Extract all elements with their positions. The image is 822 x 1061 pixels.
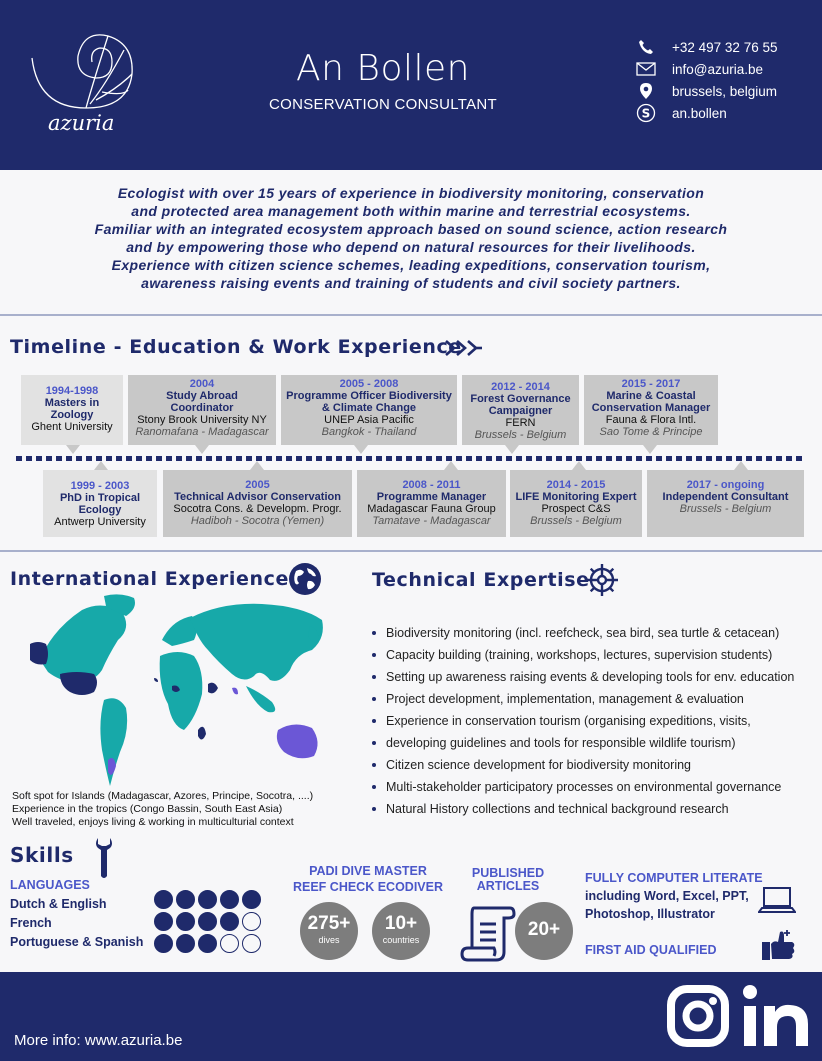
contact-skype[interactable]: [634, 104, 727, 122]
laptop-icon: [758, 886, 796, 921]
language-rating: [154, 912, 261, 931]
timeline-location: Tamatave - Madagascar: [372, 515, 491, 527]
timeline-year: 2017 - ongoing: [686, 479, 765, 491]
timeline-pointer: [250, 461, 264, 470]
timeline-pointer: [66, 445, 80, 454]
timeline-year: 2004: [189, 378, 215, 390]
language-rating: [154, 934, 261, 953]
header: [0, 0, 822, 170]
summary-line: Experience with citizen science schemes, leading expeditions, conservation tourism,: [111, 257, 711, 273]
timeline-location: Brussels - Belgium: [679, 503, 772, 515]
technical-title: Technical Expertise: [372, 569, 590, 591]
timeline-axis: [16, 456, 806, 461]
divider: [0, 314, 822, 316]
articles-badge: [515, 902, 573, 960]
timeline-org: Fauna & Flora Intl.: [605, 414, 697, 426]
language-rating: [154, 890, 261, 909]
timeline-location: Bangkok - Thailand: [321, 426, 417, 438]
timeline-pointer: [94, 461, 108, 470]
timeline-org: Antwerp University: [54, 516, 146, 528]
summary-line: awareness raising events and training of students and civil society partners.: [141, 275, 681, 291]
timeline-pointer: [505, 445, 519, 454]
timeline-role: Forest Governance Campaigner: [470, 393, 571, 417]
timeline-org: Socotra Cons. & Developm. Progr.: [173, 503, 342, 515]
first-aid-label: FIRST AID QUALIFIED: [585, 943, 717, 957]
contact-skype-text: an.bollen: [672, 105, 727, 121]
timeline-location: Sao Tome & Principe: [599, 426, 703, 438]
list-item: Setting up awareness raising events & developing tools for env. education: [372, 666, 812, 688]
languages-label: LANGUAGES: [10, 878, 90, 892]
timeline-entry: [357, 470, 506, 537]
person-role: CONSERVATION CONSULTANT: [268, 96, 498, 113]
list-item: Natural History collections and technical background research: [372, 798, 812, 820]
timeline-role: Technical Advisor Conservation: [174, 491, 341, 503]
language-name: Dutch & English: [10, 897, 107, 911]
contact-phone-text: +32 497 32 76 55: [672, 39, 778, 55]
timeline-org: Prospect C&S: [541, 503, 611, 515]
logo-text: azuria: [48, 111, 115, 135]
rating-dot-filled: [154, 890, 173, 909]
dives-unit: dives: [318, 935, 340, 945]
timeline-pointer: [643, 445, 657, 454]
timeline-role: Study Abroad Coordinator: [166, 390, 238, 414]
rating-dot-empty: [242, 912, 261, 931]
timeline-location: Hadiboh - Socotra (Yemen): [190, 515, 325, 527]
timeline-role: Marine & Coastal Conservation Manager: [591, 390, 711, 414]
divider: [0, 550, 822, 552]
scroll-icon: [460, 904, 516, 967]
timeline-entry: [128, 375, 276, 445]
timeline-location: Brussels - Belgium: [530, 515, 622, 527]
language-name: French: [10, 916, 52, 930]
summary-line: Familiar with an integrated ecosystem approach based on sound science, action research: [94, 221, 728, 237]
first-aid-hand-icon: [760, 928, 796, 967]
computer-detail: Photoshop, Illustrator: [585, 907, 715, 921]
rating-dot-filled: [198, 934, 217, 953]
phone-icon: [634, 38, 658, 56]
timeline-pointer: [572, 461, 586, 470]
timeline-org: Madagascar Fauna Group: [367, 503, 496, 515]
footer: [0, 972, 822, 1061]
list-item: Biodiversity monitoring (incl. reefcheck, sea bird, sea turtle & cetacean): [372, 622, 812, 644]
timeline-location: Brussels - Belgium: [474, 429, 567, 441]
map-note: Well traveled, enjoys living & working in multiculturial context: [12, 816, 294, 828]
timeline-org: UNEP Asia Pacific: [324, 414, 414, 426]
rating-dot-filled: [176, 912, 195, 931]
more-info-link[interactable]: More info: www.azuria.be: [14, 1032, 183, 1049]
countries-value: 10+: [384, 913, 418, 934]
published-label: ARTICLES: [476, 879, 540, 893]
dive-label: PADI DIVE MASTER: [309, 864, 427, 878]
timeline-pointer: [734, 461, 748, 470]
timeline-entry: [21, 375, 123, 445]
world-map: [22, 590, 332, 790]
timeline-role: Masters in Zoology: [44, 397, 100, 421]
dives-value: 275+: [307, 913, 351, 934]
timeline-org: Stony Brook University NY: [137, 414, 267, 426]
rating-dot-filled: [220, 912, 239, 931]
profile-summary: [30, 184, 792, 292]
rating-dot-filled: [176, 934, 195, 953]
technical-list: [372, 622, 812, 820]
timeline-entry: [163, 470, 352, 537]
international-title: International Experience: [10, 568, 289, 590]
rating-dot-filled: [154, 912, 173, 931]
map-note: Experience in the tropics (Congo Bassin, South East Asia): [12, 803, 283, 815]
location-pin-icon: [634, 82, 658, 100]
timeline-pointer: [354, 445, 368, 454]
timeline-role: LIFE Monitoring Expert: [515, 491, 637, 503]
timeline-location: Ranomafana - Madagascar: [135, 426, 269, 438]
timeline-year: 2005 - 2008: [339, 378, 399, 390]
timeline-pointer: [444, 461, 458, 470]
contact-phone[interactable]: [634, 38, 777, 56]
timeline-org: Ghent University: [31, 421, 113, 433]
published-label: PUBLISHED: [471, 866, 545, 880]
summary-line: Ecologist with over 15 years of experience in biodiversity monitoring, conservation: [117, 185, 705, 201]
gear-icon: [584, 562, 620, 603]
contact-location-text: brussels, belgium: [672, 83, 778, 99]
timeline-entry: [462, 375, 579, 445]
timeline-entry: [43, 470, 157, 537]
timeline-year: 2014 - 2015: [546, 479, 606, 491]
contact-location: [634, 82, 777, 100]
timeline-entry: [647, 470, 804, 537]
timeline-entry: [584, 375, 718, 445]
timeline-year: 2005: [245, 479, 270, 491]
summary-line: and by empowering those who depend on natural resources for their livelihoods.: [126, 239, 696, 255]
timeline-year: 2008 - 2011: [402, 479, 461, 491]
language-name: Portuguese & Spanish: [10, 935, 144, 949]
summary-line: and protected area management both within marine and terrestrial ecosystems.: [131, 203, 691, 219]
computer-detail: including Word, Excel, PPT,: [585, 889, 749, 903]
wrench-icon: [94, 836, 114, 885]
timeline-entry: [510, 470, 642, 537]
rating-dot-filled: [198, 912, 217, 931]
timeline-title: Timeline - Education & Work Experience: [10, 336, 462, 358]
list-item: Experience in conservation tourism (organising expeditions, visits,: [372, 710, 812, 732]
mail-icon: [634, 60, 658, 78]
rating-dot-filled: [154, 934, 173, 953]
countries-badge: [372, 902, 430, 960]
timeline-role: Independent Consultant: [662, 491, 789, 503]
computer-label: FULLY COMPUTER LITERATE: [585, 871, 763, 885]
map-note: Soft spot for Islands (Madagascar, Azores, Principe, Socotra, ....): [12, 790, 314, 802]
rating-dot-filled: [242, 890, 261, 909]
timeline-role: Programme Manager: [376, 491, 487, 503]
rating-dot-empty: [242, 934, 261, 953]
skype-icon: [634, 104, 658, 122]
dive-label: REEF CHECK ECODIVER: [292, 880, 444, 894]
instagram-icon[interactable]: [666, 984, 730, 1053]
timeline-year: 2015 - 2017: [621, 378, 681, 390]
skills-title: Skills: [10, 843, 74, 867]
timeline-role: PhD in Tropical Ecology: [59, 492, 141, 516]
list-item: Capacity building (training, workshops, lectures, supervision students): [372, 644, 812, 666]
linkedin-icon[interactable]: [742, 984, 812, 1053]
azuria-logo: [28, 30, 138, 140]
timeline-year: 1994-1998: [45, 385, 99, 397]
timeline-year: 2012 - 2014: [491, 381, 550, 393]
countries-unit: countries: [382, 935, 420, 945]
timeline-year: 1999 - 2003: [70, 480, 130, 492]
timeline-org: FERN: [505, 417, 536, 429]
list-item: Citizen science development for biodiversity monitoring: [372, 754, 812, 776]
rating-dot-filled: [198, 890, 217, 909]
dives-badge: [300, 902, 358, 960]
timeline-pointer: [195, 445, 209, 454]
contact-mail-text: info@azuria.be: [672, 61, 764, 77]
list-item: Multi-stakeholder participatory processes on environmental governance: [372, 776, 812, 798]
articles-value: 20+: [527, 919, 561, 940]
timeline-role: Programme Officer Biodiversity & Climate Change: [286, 390, 452, 414]
list-item: Project development, implementation, management & evaluation: [372, 688, 812, 710]
triple-chevron-icon: [444, 338, 484, 363]
svg-text:S: S: [641, 106, 651, 121]
list-item-continued: developing guidelines and tools for responsible wildlife tourism): [372, 732, 812, 754]
rating-dot-filled: [220, 890, 239, 909]
rating-dot-empty: [220, 934, 239, 953]
person-name: An Bollen: [296, 48, 470, 89]
contact-mail[interactable]: [634, 60, 763, 78]
timeline-entry: [281, 375, 457, 445]
rating-dot-filled: [176, 890, 195, 909]
